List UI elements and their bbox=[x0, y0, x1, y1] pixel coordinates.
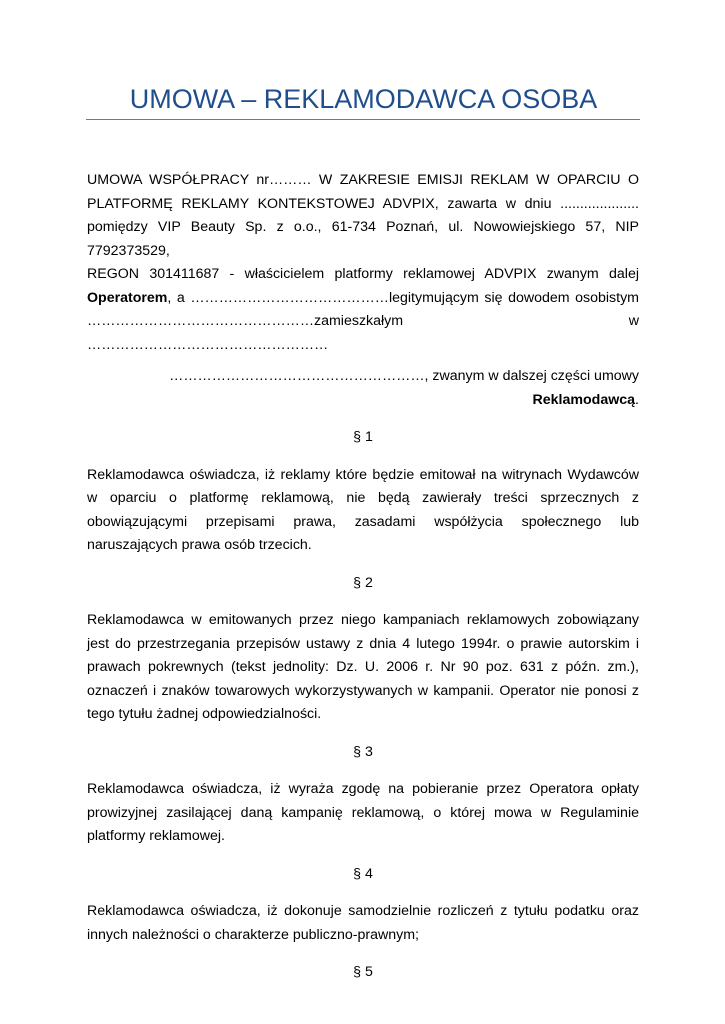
section-1-text: Reklamodawca oświadcza, iż reklamy które będzie emitował na witrynach Wydawców w oparciu o platformę reklamową, nie będą zawierały treści sprzecznych z obowiązującymi przepisami prawa, zasadami współżycia społecznego lub naruszających prawa osób trzecich. bbox=[87, 466, 639, 553]
document-body bbox=[87, 169, 639, 985]
intro-line-5 bbox=[87, 287, 639, 311]
section-3-text: Reklamodawca oświadcza, iż wyraża zgodę na pobieranie przez Operatora opłaty prowizyjnej zasilającej daną kampanię reklamową, o której mowa w Regulaminie platformy reklamowej. bbox=[87, 781, 639, 844]
intro-paragraph bbox=[87, 169, 639, 412]
intro-line-5-rest: , a ……………………………………legitymującym się dowodem osobistym bbox=[167, 289, 639, 306]
section-4-text: Reklamodawca oświadcza, iż dokonuje samodzielnie rozliczeń z tytułu podatku oraz innych należności o charakterze publiczno-prawnym; bbox=[87, 903, 639, 943]
section-1-heading: § 1 bbox=[353, 429, 373, 445]
section-3-heading: § 3 bbox=[353, 743, 373, 760]
intro-line-7: ………………………………………………, zwanym w dalszej części umowy Reklamodawcą. bbox=[169, 368, 639, 408]
intro-line-2: PLATFORMĘ REKLAMY KONTEKSTOWEJ ADVPIX, zawarta w dniu .................... bbox=[87, 195, 639, 212]
intro-line-3: pomiędzy VIP Beauty Sp. z o.o., 61-734 Poznań, ul. Nowowiejskiego 57, NIP 7792373529, bbox=[87, 219, 639, 259]
advertiser-term: Reklamodawcą bbox=[532, 391, 636, 408]
operator-term: Operatorem bbox=[87, 289, 168, 306]
title-underline bbox=[86, 119, 640, 120]
document-title: UMOWA – REKLAMODAWCA OSOBA bbox=[129, 84, 598, 114]
intro-line-6: …………………………………………zamieszkałym w …………………………………………… bbox=[87, 313, 639, 353]
section-2-heading: § 2 bbox=[353, 574, 373, 591]
section-4-heading: § 4 bbox=[353, 865, 373, 882]
section-2-text: Reklamodawca w emitowanych przez niego kampaniach reklamowych zobowiązany jest do przestrzegania przepisów ustawy z dnia 4 lutego 1994r. o prawie autorskim i prawach pokrewnych (tekst jednolity: Dz. U. 2006 r. Nr 90 poz. 631 z późn. zm.), oznaczeń i znaków towarowych wykorzystywanych w kampanii. Operator nie ponosi z tego tytułu żadnej odpowiedzialności. bbox=[87, 612, 639, 722]
intro-line-1: UMOWA WSPÓŁPRACY nr……… W ZAKRESIE EMISJI REKLAM W OPARCIU O bbox=[87, 172, 639, 188]
section-5-heading: § 5 bbox=[353, 964, 373, 980]
intro-line-4: REGON 301411687 - właścicielem platformy reklamowej ADVPIX zwanym dalej bbox=[87, 266, 639, 282]
